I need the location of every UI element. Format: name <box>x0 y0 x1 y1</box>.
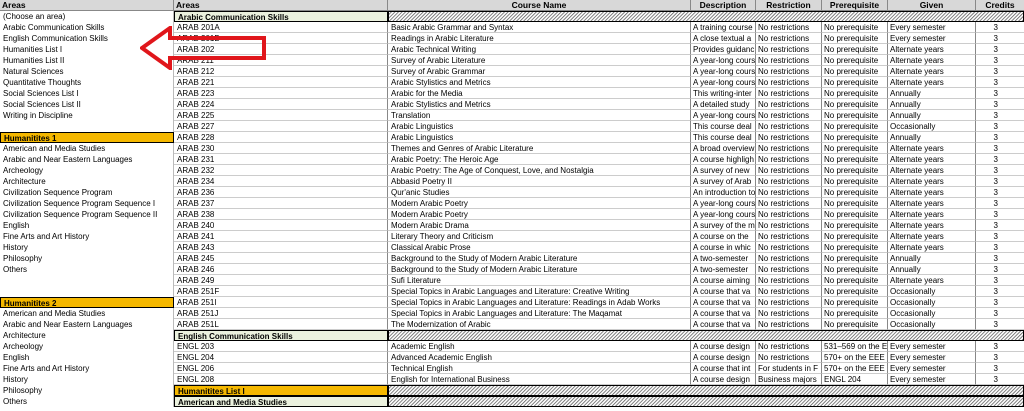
description-cell[interactable]: A survey of Arab <box>691 176 756 187</box>
description-cell[interactable]: This writing-inter <box>691 88 756 99</box>
area-list-item[interactable]: Humanities List I <box>0 44 174 55</box>
prerequisite-cell[interactable]: No prerequisite <box>822 165 888 176</box>
course-code-cell[interactable]: ARAB 240 <box>174 220 388 231</box>
given-cell[interactable]: Alternate years <box>888 154 976 165</box>
given-cell[interactable]: Annually <box>888 253 976 264</box>
prerequisite-cell[interactable]: No prerequisite <box>822 242 888 253</box>
prerequisite-cell[interactable]: No prerequisite <box>822 198 888 209</box>
area-list-item[interactable]: Natural Sciences <box>0 66 174 77</box>
description-cell[interactable]: A broad overview <box>693 144 755 153</box>
restriction-cell[interactable]: No restrictions <box>756 165 822 176</box>
course-code-cell[interactable]: ARAB 251J <box>174 308 388 319</box>
description-cell[interactable]: A year-long cours <box>693 67 756 76</box>
header-credits[interactable]: Credits <box>976 0 1024 11</box>
given-cell[interactable]: Alternate years <box>888 66 976 77</box>
area-list-item[interactable]: History <box>0 374 174 385</box>
credits-cell[interactable]: 3 <box>976 297 1024 308</box>
prerequisite-cell[interactable]: No prerequisite <box>822 121 888 132</box>
area-list-item[interactable]: Arabic Communication Skills <box>0 22 174 33</box>
course-code-cell[interactable]: ARAB 246 <box>174 264 388 275</box>
prerequisite-cell[interactable]: No prerequisite <box>822 22 888 33</box>
credits-cell[interactable]: 3 <box>976 77 1024 88</box>
given-cell[interactable]: Annually <box>888 132 976 143</box>
restriction-cell[interactable]: No restrictions <box>756 187 822 198</box>
area-list-item[interactable]: Others <box>0 264 174 275</box>
description-cell[interactable]: Provides guidanc <box>693 45 755 54</box>
prerequisite-cell[interactable]: No prerequisite <box>822 77 888 88</box>
course-code-cell[interactable]: ENGL 204 <box>174 352 388 363</box>
prerequisite-cell[interactable]: 531–569 on the E <box>824 342 888 351</box>
given-cell[interactable]: Occasionally <box>888 308 976 319</box>
restriction-cell[interactable]: No restrictions <box>756 319 822 330</box>
credits-cell[interactable]: 3 <box>976 253 1024 264</box>
given-cell[interactable]: Every semester <box>888 341 976 352</box>
credits-cell[interactable]: 3 <box>976 187 1024 198</box>
group-hatch-fill <box>388 330 1024 341</box>
prerequisite-cell[interactable]: No prerequisite <box>822 264 888 275</box>
given-cell[interactable]: Annually <box>888 88 976 99</box>
description-cell[interactable]: An introduction to <box>693 188 756 197</box>
area-list-item[interactable]: Archeology <box>0 165 174 176</box>
credits-cell[interactable]: 3 <box>976 66 1024 77</box>
group-header[interactable]: American and Media Studies <box>174 396 388 407</box>
group-header[interactable]: Humanitites List I <box>174 385 388 396</box>
restriction-cell[interactable]: No restrictions <box>756 176 822 187</box>
given-cell[interactable]: Alternate years <box>888 187 976 198</box>
course-name-cell[interactable]: Special Topics in Arabic Languages and Literature: The Maqamat <box>388 308 691 319</box>
header-description[interactable]: Description <box>691 0 756 11</box>
prerequisite-cell[interactable]: No prerequisite <box>822 275 888 286</box>
prerequisite-cell[interactable]: No prerequisite <box>822 88 888 99</box>
course-name-cell[interactable]: Arabic Linguistics <box>388 132 691 143</box>
course-name-cell[interactable]: Modern Arabic Poetry <box>388 209 691 220</box>
area-list-item[interactable]: Social Sciences List II <box>0 99 174 110</box>
credits-cell[interactable]: 3 <box>976 33 1024 44</box>
prerequisite-cell[interactable]: No prerequisite <box>822 44 888 55</box>
restriction-cell[interactable]: No restrictions <box>756 143 822 154</box>
given-cell[interactable]: Every semester <box>888 374 976 385</box>
restriction-cell[interactable]: No restrictions <box>756 231 822 242</box>
credits-cell[interactable]: 3 <box>976 22 1024 33</box>
restriction-cell[interactable]: No restrictions <box>756 55 822 66</box>
course-name-cell[interactable]: Survey of Arabic Literature <box>388 55 691 66</box>
credits-cell[interactable]: 3 <box>976 363 1024 374</box>
area-list-item[interactable] <box>0 286 174 297</box>
prerequisite-cell[interactable]: ENGL 204 <box>822 374 888 385</box>
course-name-cell[interactable]: Arabic Stylistics and Metrics <box>388 99 691 110</box>
area-list-item[interactable]: Civilization Sequence Program Sequence II <box>0 209 174 220</box>
course-code-cell[interactable]: ARAB 221 <box>174 77 388 88</box>
restriction-cell[interactable]: No restrictions <box>756 44 822 55</box>
description-cell[interactable]: A course in whic <box>691 242 756 253</box>
description-cell[interactable]: A year-long cours <box>693 199 756 208</box>
credits-cell[interactable]: 3 <box>976 319 1024 330</box>
given-cell[interactable]: Every semester <box>888 22 976 33</box>
restriction-cell[interactable]: No restrictions <box>756 253 822 264</box>
course-name-cell[interactable]: Arabic Stylistics and Metrics <box>388 77 691 88</box>
prerequisite-cell[interactable]: 570+ on the EEE <box>822 352 888 363</box>
restriction-cell[interactable]: No restrictions <box>756 154 822 165</box>
course-code-cell[interactable]: ARAB 238 <box>174 209 388 220</box>
restriction-cell[interactable]: Business majors <box>756 374 822 385</box>
description-cell[interactable]: A course that int <box>691 363 756 374</box>
restriction-cell[interactable]: No restrictions <box>756 308 822 319</box>
group-hatch-fill <box>388 11 1024 22</box>
course-name-cell[interactable]: Arabic Poetry: The Heroic Age <box>388 154 691 165</box>
prerequisite-cell[interactable]: No prerequisite <box>822 253 888 264</box>
prerequisite-cell[interactable]: No prerequisite <box>822 66 888 77</box>
course-name-cell[interactable]: Modern Arabic Poetry <box>388 198 691 209</box>
course-code-cell[interactable]: ARAB 234 <box>174 176 388 187</box>
prerequisite-cell[interactable]: No prerequisite <box>822 110 888 121</box>
course-code-cell[interactable]: ARAB 237 <box>174 198 388 209</box>
course-code-cell[interactable]: ARAB 245 <box>174 253 388 264</box>
credits-cell[interactable]: 3 <box>976 209 1024 220</box>
area-list-item[interactable]: Philosophy <box>0 253 174 264</box>
restriction-cell[interactable]: No restrictions <box>756 242 822 253</box>
credits-cell[interactable]: 3 <box>976 341 1024 352</box>
description-cell[interactable]: A two-semester <box>691 264 756 275</box>
course-name-cell[interactable]: The Modernization of Arabic <box>388 319 691 330</box>
restriction-cell[interactable]: No restrictions <box>756 99 822 110</box>
credits-cell[interactable]: 3 <box>976 99 1024 110</box>
given-cell[interactable]: Every semester <box>888 363 976 374</box>
course-code-cell[interactable]: ARAB 249 <box>174 275 388 286</box>
course-name-cell[interactable]: Basic Arabic Grammar and Syntax <box>388 22 691 33</box>
credits-cell[interactable]: 3 <box>976 198 1024 209</box>
course-name-cell[interactable]: Abbasid Poetry II <box>388 176 691 187</box>
restriction-cell[interactable]: No restrictions <box>756 220 822 231</box>
description-cell[interactable]: This course deal <box>691 132 756 143</box>
area-list-item[interactable]: American and Media Studies <box>0 308 174 319</box>
group-hatch-fill <box>388 396 1024 407</box>
credits-cell[interactable]: 3 <box>976 374 1024 385</box>
restriction-cell[interactable]: No restrictions <box>756 341 822 352</box>
header-given[interactable]: Given <box>888 0 976 11</box>
course-code-cell[interactable]: ARAB 201A <box>174 22 388 33</box>
credits-cell[interactable]: 3 <box>976 220 1024 231</box>
course-code-cell[interactable]: ARAB 228 <box>174 132 388 143</box>
course-code-cell[interactable]: ARAB 202 <box>174 44 388 55</box>
given-cell[interactable]: Alternate years <box>888 165 976 176</box>
course-name-cell[interactable]: Arabic Poetry: The Age of Conquest, Love, and Nostalgia <box>388 165 691 176</box>
area-list-item[interactable]: Architecture <box>0 330 174 341</box>
course-code-cell[interactable]: ARAB 223 <box>174 88 388 99</box>
area-list-item[interactable]: Architecture <box>0 176 174 187</box>
given-cell[interactable]: Alternate years <box>888 242 976 253</box>
given-cell[interactable]: Alternate years <box>888 275 976 286</box>
course-code-cell[interactable]: ARAB 224 <box>174 99 388 110</box>
course-name-cell[interactable]: Background to the Study of Modern Arabic Literature <box>388 264 691 275</box>
course-code-cell[interactable]: ARAB 241 <box>174 231 388 242</box>
prerequisite-cell[interactable]: No prerequisite <box>822 297 888 308</box>
area-list-item[interactable]: Civilization Sequence Program <box>0 187 174 198</box>
course-name-cell[interactable]: Advanced Academic English <box>388 352 691 363</box>
restriction-cell[interactable]: No restrictions <box>756 110 822 121</box>
course-code-cell[interactable]: ENGL 203 <box>174 341 388 352</box>
given-cell[interactable]: Alternate years <box>888 198 976 209</box>
restriction-cell[interactable]: No restrictions <box>756 198 822 209</box>
course-name-cell[interactable]: Themes and Genres of Arabic Literature <box>388 143 691 154</box>
restriction-cell[interactable]: No restrictions <box>756 22 822 33</box>
restriction-cell[interactable]: No restrictions <box>756 132 822 143</box>
prerequisite-cell[interactable]: No prerequisite <box>822 286 888 297</box>
credits-cell[interactable]: 3 <box>976 286 1024 297</box>
restriction-cell[interactable]: No restrictions <box>756 66 822 77</box>
description-cell[interactable]: A survey of new <box>691 165 756 176</box>
course-code-cell[interactable]: ENGL 206 <box>174 363 388 374</box>
description-cell[interactable]: A year-long cours <box>693 56 756 65</box>
given-cell[interactable]: Alternate years <box>888 55 976 66</box>
course-name-cell[interactable]: Academic English <box>388 341 691 352</box>
description-cell[interactable]: A training course <box>691 22 756 33</box>
restriction-cell[interactable]: No restrictions <box>756 264 822 275</box>
prerequisite-cell[interactable]: No prerequisite <box>822 154 888 165</box>
course-code-cell[interactable]: ARAB 212 <box>174 66 388 77</box>
description-cell[interactable]: A year-long cours <box>693 111 756 120</box>
course-name-cell[interactable]: Modern Arabic Drama <box>388 220 691 231</box>
course-name-cell[interactable]: Special Topics in Arabic Languages and Literature: Creative Writing <box>388 286 691 297</box>
credits-cell[interactable]: 3 <box>976 275 1024 286</box>
course-name-cell[interactable]: Literary Theory and Criticism <box>388 231 691 242</box>
description-cell[interactable]: A course design <box>691 341 756 352</box>
course-code-cell[interactable]: ARAB 251F <box>174 286 388 297</box>
restriction-cell[interactable]: No restrictions <box>756 77 822 88</box>
prerequisite-cell[interactable]: No prerequisite <box>822 176 888 187</box>
header-areas-left[interactable]: Areas <box>0 0 174 11</box>
prerequisite-cell[interactable]: No prerequisite <box>822 143 888 154</box>
prerequisite-cell[interactable]: 570+ on the EEE <box>822 363 888 374</box>
area-list-item[interactable]: Writing in Discipline <box>0 110 174 121</box>
restriction-cell[interactable]: No restrictions <box>756 286 822 297</box>
group-hatch-fill <box>388 385 1024 396</box>
given-cell[interactable]: Every semester <box>888 33 976 44</box>
prerequisite-cell[interactable]: No prerequisite <box>822 319 888 330</box>
restriction-cell[interactable]: No restrictions <box>756 88 822 99</box>
restriction-cell[interactable]: No restrictions <box>756 121 822 132</box>
course-code-cell[interactable]: ARAB 232 <box>174 165 388 176</box>
group-header[interactable]: English Communication Skills <box>174 330 388 341</box>
course-name-cell[interactable]: Arabic Technical Writing <box>388 44 691 55</box>
area-section-header[interactable]: Humanitites 2 <box>0 297 174 308</box>
prerequisite-cell[interactable]: No prerequisite <box>822 33 888 44</box>
description-cell[interactable]: A year-long cours <box>693 210 756 219</box>
course-name-cell[interactable]: English for International Business <box>388 374 691 385</box>
area-list-item[interactable]: Civilization Sequence Program Sequence I <box>0 198 174 209</box>
course-code-cell[interactable]: ARAB 230 <box>174 143 388 154</box>
given-cell[interactable]: Alternate years <box>888 77 976 88</box>
area-list-item[interactable]: Archeology <box>0 341 174 352</box>
given-cell[interactable]: Occasionally <box>888 297 976 308</box>
area-list-item[interactable]: English Communication Skills <box>0 33 174 44</box>
credits-cell[interactable]: 3 <box>976 110 1024 121</box>
course-code-cell[interactable]: ARAB 251I <box>174 297 388 308</box>
prerequisite-cell[interactable]: No prerequisite <box>822 132 888 143</box>
given-cell[interactable]: Annually <box>888 110 976 121</box>
header-areas[interactable]: Areas <box>174 0 388 11</box>
description-cell[interactable]: A course design <box>691 352 756 363</box>
course-name-cell[interactable]: Survey of Arabic Grammar <box>388 66 691 77</box>
course-name-cell[interactable]: Special Topics in Arabic Languages and Literature: Readings in Adab Works <box>388 297 691 308</box>
credits-cell[interactable]: 3 <box>976 176 1024 187</box>
course-code-cell[interactable]: ARAB 243 <box>174 242 388 253</box>
header-prerequisite[interactable]: Prerequisite <box>822 0 888 11</box>
area-list-item[interactable]: Arabic and Near Eastern Languages <box>0 154 174 165</box>
course-code-cell[interactable]: ARAB 231 <box>174 154 388 165</box>
header-course-name[interactable]: Course Name <box>388 0 691 11</box>
area-list-item[interactable] <box>0 275 174 286</box>
credits-cell[interactable]: 3 <box>976 308 1024 319</box>
area-list-item[interactable]: Quantitative Thoughts <box>0 77 174 88</box>
course-code-cell[interactable]: ARAB 211 <box>174 55 388 66</box>
restriction-cell[interactable]: No restrictions <box>756 297 822 308</box>
area-list-item[interactable]: Philosophy <box>0 385 174 396</box>
credits-cell[interactable]: 3 <box>976 88 1024 99</box>
given-cell[interactable]: Alternate years <box>888 209 976 220</box>
course-code-cell[interactable]: ARAB 201B <box>174 33 388 44</box>
description-cell[interactable]: A course that va <box>691 297 756 308</box>
description-cell[interactable]: A course that va <box>691 286 756 297</box>
prerequisite-cell[interactable]: No prerequisite <box>822 209 888 220</box>
credits-cell[interactable]: 3 <box>976 165 1024 176</box>
course-name-cell[interactable]: Readings in Arabic Literature <box>388 33 691 44</box>
description-cell[interactable]: A close textual a <box>691 33 756 44</box>
given-cell[interactable]: Occasionally <box>888 121 976 132</box>
course-name-cell[interactable]: Technical English <box>388 363 691 374</box>
header-restriction[interactable]: Restriction <box>756 0 822 11</box>
credits-cell[interactable]: 3 <box>976 352 1024 363</box>
area-list-item[interactable]: English <box>0 220 174 231</box>
restriction-cell[interactable]: No restrictions <box>756 33 822 44</box>
credits-cell[interactable]: 3 <box>976 132 1024 143</box>
given-cell[interactable]: Alternate years <box>888 176 976 187</box>
restriction-cell[interactable]: For students in F <box>756 363 822 374</box>
course-name-cell[interactable]: Classical Arabic Prose <box>388 242 691 253</box>
given-cell[interactable]: Alternate years <box>888 231 976 242</box>
red-arrow-annotation <box>140 26 270 70</box>
course-name-cell[interactable]: Background to the Study of Modern Arabic Literature <box>388 253 691 264</box>
credits-cell[interactable]: 3 <box>976 143 1024 154</box>
credits-cell[interactable]: 3 <box>976 264 1024 275</box>
prerequisite-cell[interactable]: No prerequisite <box>822 99 888 110</box>
description-cell[interactable]: A course on the <box>691 231 756 242</box>
description-cell[interactable]: A course aiming <box>691 275 756 286</box>
description-cell[interactable]: A detailed study <box>691 99 756 110</box>
description-cell[interactable]: A course highligh <box>691 154 756 165</box>
area-list-item[interactable]: Social Sciences List I <box>0 88 174 99</box>
description-cell[interactable]: A course that va <box>691 319 756 330</box>
area-list-item[interactable]: History <box>0 242 174 253</box>
credits-cell[interactable]: 3 <box>976 154 1024 165</box>
course-code-cell[interactable]: ARAB 225 <box>174 110 388 121</box>
course-code-cell[interactable]: ARAB 236 <box>174 187 388 198</box>
restriction-cell[interactable]: No restrictions <box>756 275 822 286</box>
credits-cell[interactable]: 3 <box>976 231 1024 242</box>
prerequisite-cell[interactable]: No prerequisite <box>822 55 888 66</box>
course-name-cell[interactable]: Translation <box>388 110 691 121</box>
description-cell[interactable]: A two-semester <box>691 253 756 264</box>
description-cell[interactable]: A year-long cours <box>693 78 756 87</box>
given-cell[interactable]: Alternate years <box>888 220 976 231</box>
prerequisite-cell[interactable]: No prerequisite <box>822 231 888 242</box>
area-list-item[interactable]: Arabic and Near Eastern Languages <box>0 319 174 330</box>
course-name-cell[interactable]: Arabic for the Media <box>388 88 691 99</box>
credits-cell[interactable]: 3 <box>976 242 1024 253</box>
given-cell[interactable]: Alternate years <box>888 143 976 154</box>
description-cell[interactable]: A survey of the m <box>693 221 755 230</box>
given-cell[interactable]: Annually <box>888 99 976 110</box>
area-list-item[interactable] <box>0 121 174 132</box>
area-section-header[interactable]: Humanitites 1 <box>0 132 174 143</box>
given-cell[interactable]: Occasionally <box>888 319 976 330</box>
course-code-cell[interactable]: ENGL 208 <box>174 374 388 385</box>
course-code-cell[interactable]: ARAB 227 <box>174 121 388 132</box>
course-name-cell[interactable]: Sufi Literature <box>388 275 691 286</box>
description-cell[interactable]: This course deal <box>691 121 756 132</box>
credits-cell[interactable]: 3 <box>976 44 1024 55</box>
prerequisite-cell[interactable]: No prerequisite <box>822 308 888 319</box>
area-list-item[interactable]: Others <box>0 396 174 407</box>
prerequisite-cell[interactable]: No prerequisite <box>822 187 888 198</box>
area-list-item[interactable]: Fine Arts and Art History <box>0 231 174 242</box>
given-cell[interactable]: Annually <box>888 264 976 275</box>
group-header[interactable]: Arabic Communication Skills <box>174 11 388 22</box>
area-list-item[interactable]: (Choose an area) <box>0 11 174 22</box>
area-list-item[interactable]: Fine Arts and Art History <box>0 363 174 374</box>
credits-cell[interactable]: 3 <box>976 121 1024 132</box>
credits-cell[interactable]: 3 <box>976 55 1024 66</box>
restriction-cell[interactable]: No restrictions <box>756 209 822 220</box>
description-cell[interactable]: A course that va <box>691 308 756 319</box>
description-cell[interactable]: A course design <box>691 374 756 385</box>
restriction-cell[interactable]: No restrictions <box>756 352 822 363</box>
given-cell[interactable]: Occasionally <box>888 286 976 297</box>
area-list-item[interactable]: English <box>0 352 174 363</box>
given-cell[interactable]: Alternate years <box>888 44 976 55</box>
course-code-cell[interactable]: ARAB 251L <box>174 319 388 330</box>
area-list-item[interactable]: American and Media Studies <box>0 143 174 154</box>
prerequisite-cell[interactable]: No prerequisite <box>822 220 888 231</box>
course-name-cell[interactable]: Qur'anic Studies <box>388 187 691 198</box>
area-list-item[interactable]: Humanities List II <box>0 55 174 66</box>
course-name-cell[interactable]: Arabic Linguistics <box>388 121 691 132</box>
given-cell[interactable]: Every semester <box>888 352 976 363</box>
